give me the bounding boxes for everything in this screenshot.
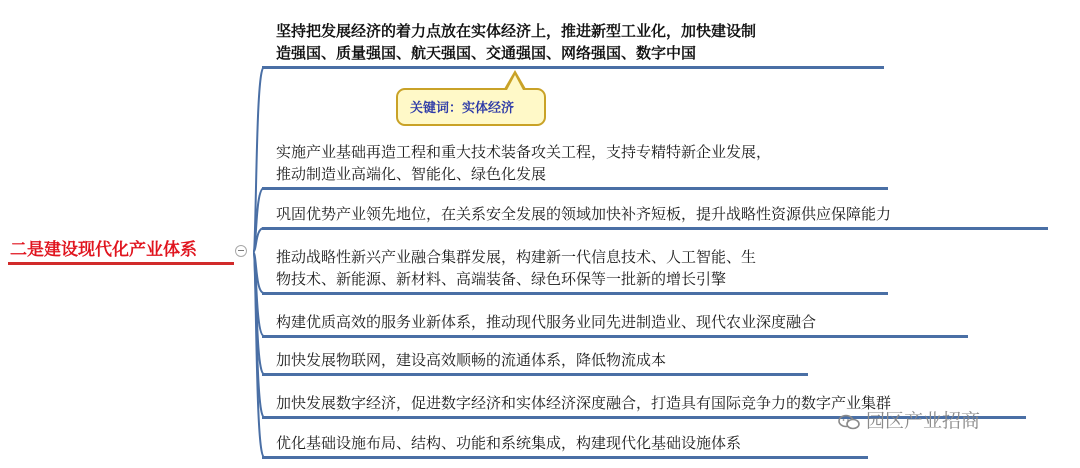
branch-text-line: 实施产业基础再造工程和重大技术装备攻关工程，支持专精特新企业发展， xyxy=(276,143,772,161)
collapse-toggle-icon[interactable] xyxy=(235,245,247,257)
branch-underline xyxy=(262,373,808,376)
branch-text xyxy=(262,349,808,371)
branch-text xyxy=(262,311,968,333)
branch-text xyxy=(262,246,888,290)
watermark xyxy=(838,406,980,433)
branch-node[interactable] xyxy=(262,349,808,376)
branch-text-line: 推动制造业高端化、智能化、绿色化发展 xyxy=(276,165,547,183)
branch-text xyxy=(262,141,888,185)
branch-underline xyxy=(262,187,888,190)
branch-text-line: 巩固优势产业领先地位，在关系安全发展的领域加快补齐短板，提升战略性资源供应保障能力 xyxy=(276,205,892,223)
branch-node[interactable] xyxy=(262,203,1048,230)
branch-text-line: 加快发展数字经济，促进数字经济和实体经济深度融合，打造具有国际竞争力的数字产业集群 xyxy=(276,394,892,412)
branch-underline xyxy=(262,292,888,295)
branch-text-line: 加快发展物联网，建设高效顺畅的流通体系，降低物流成本 xyxy=(276,351,667,369)
watermark-text: 园区产业招商 xyxy=(866,410,981,432)
branch-text xyxy=(262,203,1048,225)
branch-underline xyxy=(262,335,968,338)
branch-node[interactable] xyxy=(262,311,968,338)
callout-label: 关键词：实体经济 xyxy=(410,101,515,116)
branch-underline xyxy=(262,227,1048,230)
branch-node[interactable] xyxy=(262,141,888,190)
branch-node[interactable] xyxy=(262,246,888,295)
wechat-icon xyxy=(838,414,860,430)
branch-text xyxy=(262,20,884,64)
root-node-title[interactable]: 二是建设现代化产业体系 xyxy=(10,240,197,260)
branch-node[interactable] xyxy=(262,432,868,459)
branch-node[interactable] xyxy=(262,20,884,69)
root-underline xyxy=(8,262,234,265)
branch-text xyxy=(262,432,868,454)
branch-text-line: 构建优质高效的服务业新体系，推动现代服务业同先进制造业、现代农业深度融合 xyxy=(276,313,817,331)
branch-underline xyxy=(262,456,868,459)
branch-text-line: 造强国、质量强国、航天强国、交通强国、网络强国、数字中国 xyxy=(276,44,697,62)
branch-text-line: 物技术、新能源、新材料、高端装备、绿色环保等一批新的增长引擎 xyxy=(276,270,727,288)
callout-tail-fill xyxy=(507,75,523,90)
branch-text-line: 推动战略性新兴产业融合集群发展，构建新一代信息技术、人工智能、生 xyxy=(276,248,757,266)
branch-text-line: 优化基础设施布局、结构、功能和系统集成，构建现代化基础设施体系 xyxy=(276,434,742,452)
branch-text-line: 坚持把发展经济的着力点放在实体经济上，推进新型工业化，加快建设制 xyxy=(276,22,757,40)
branch-underline xyxy=(262,66,884,69)
